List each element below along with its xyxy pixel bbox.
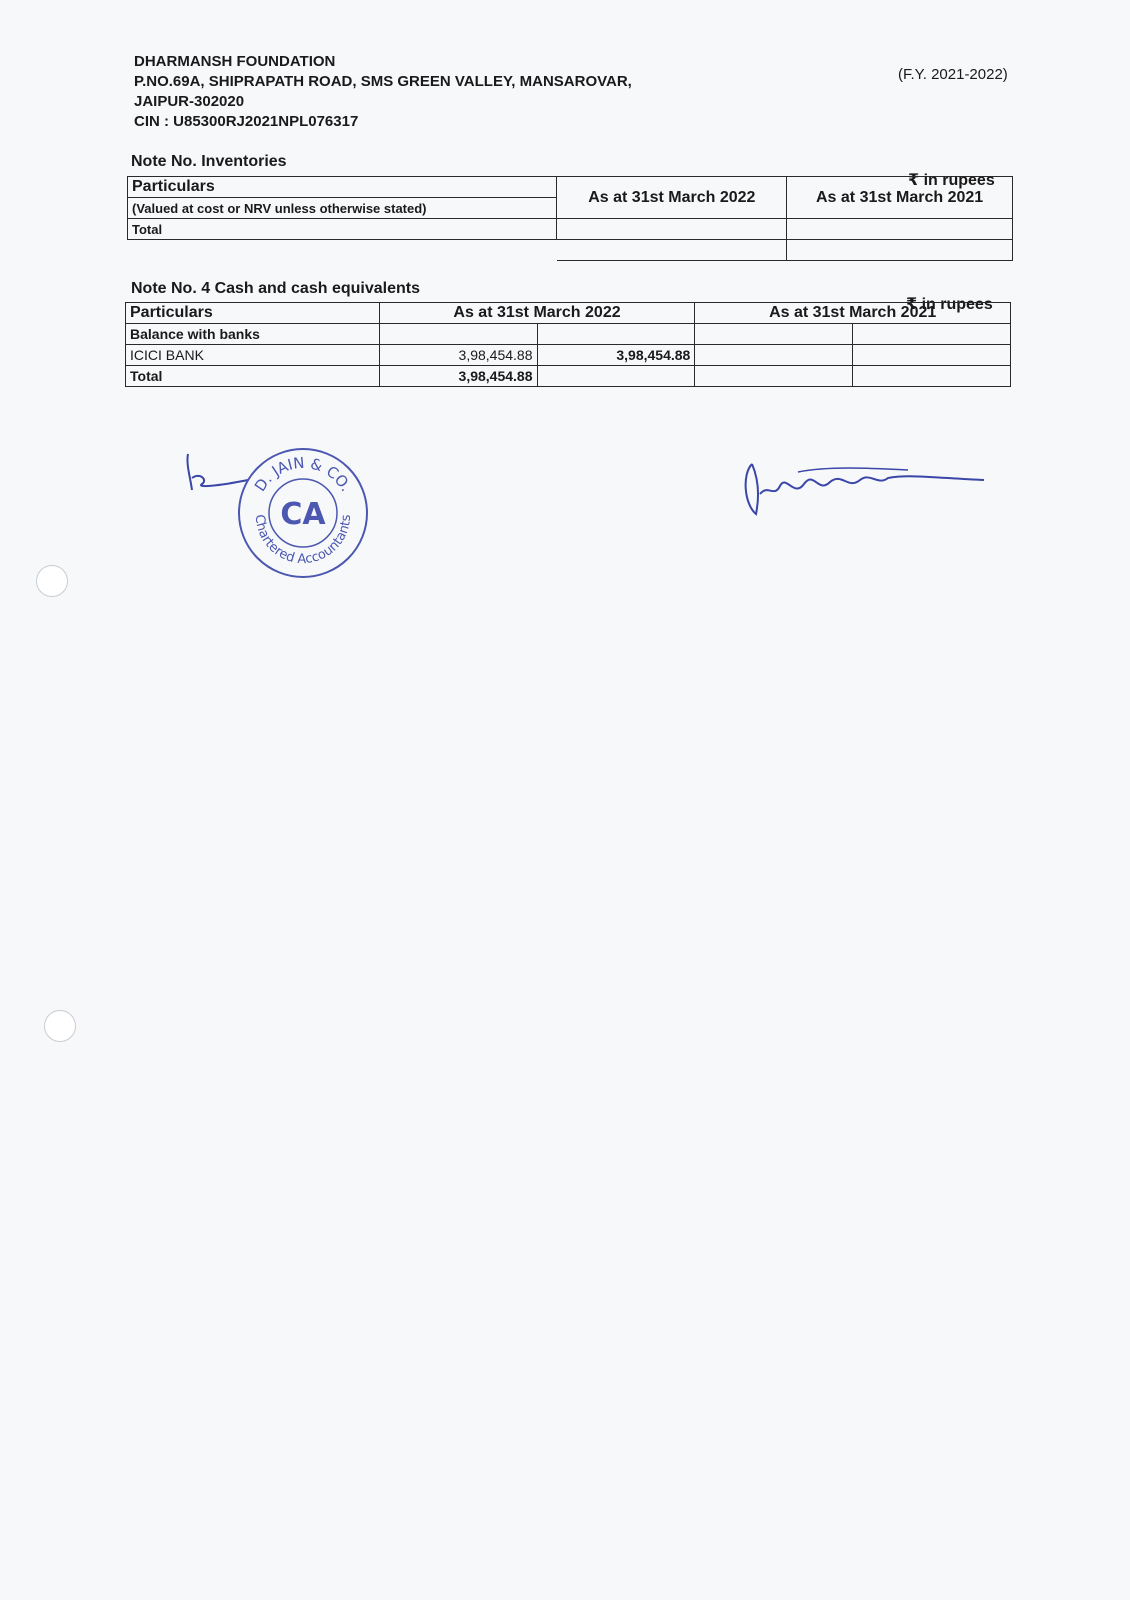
authorized-signature [738, 454, 988, 524]
row-valued-label: (Valued at cost or NRV unless otherwise stated) [128, 198, 557, 219]
header-2022: As at 31st March 2022 [557, 177, 787, 219]
address-line-1: P.NO.69A, SHIPRAPATH ROAD, SMS GREEN VALLEY, MANSAROVAR, [134, 73, 632, 90]
financial-year: (F.Y. 2021-2022) [898, 66, 1008, 83]
inventories-note-title: Note No. Inventories [131, 153, 287, 170]
ca-firm-stamp [236, 446, 370, 580]
inventories-table [127, 176, 1013, 261]
punch-hole-top [36, 565, 68, 597]
cash-unit: ₹ in rupees [906, 296, 993, 313]
address-line-2: JAIPUR-302020 [134, 93, 245, 110]
table-row [126, 303, 1011, 324]
row-total-label: Total [128, 219, 557, 240]
total-2021-cell [787, 219, 1013, 240]
stamp-bottom-text: Chartered Accountants [251, 513, 355, 568]
table-row [128, 177, 1013, 198]
table-row [126, 366, 1011, 387]
header-2021: As at 31st March 2021 [787, 177, 1013, 219]
row-balance-label: Balance with banks [126, 324, 380, 345]
table-row [126, 345, 1011, 366]
header-particulars: Particulars [126, 303, 380, 324]
cash-table [125, 302, 1011, 387]
icici-subtotal: 3,98,454.88 [537, 345, 695, 366]
header-2022: As at 31st March 2022 [379, 303, 695, 324]
inventories-unit: ₹ in rupees [908, 172, 995, 189]
punch-hole-bottom [44, 1010, 76, 1042]
header-2021: As at 31st March 2021 [695, 303, 1011, 324]
total-amount: 3,98,454.88 [379, 366, 537, 387]
cin-number: CIN : U85300RJ2021NPL076317 [134, 113, 359, 130]
letterhead [134, 52, 632, 132]
row-icici-label: ICICI BANK [126, 345, 380, 366]
table-row [126, 324, 1011, 345]
row-total-label: Total [126, 366, 380, 387]
header-particulars: Particulars [128, 177, 557, 198]
table-row [128, 219, 1013, 240]
total-2022-cell [557, 219, 787, 240]
icici-amount: 3,98,454.88 [379, 345, 537, 366]
stamp-top-text: D. JAIN & CO. [250, 453, 356, 495]
stamp-logo: CA [280, 497, 326, 532]
table-row [128, 240, 1013, 261]
cash-note-title: Note No. 4 Cash and cash equivalents [131, 280, 420, 297]
org-name: DHARMANSH FOUNDATION [134, 53, 336, 70]
